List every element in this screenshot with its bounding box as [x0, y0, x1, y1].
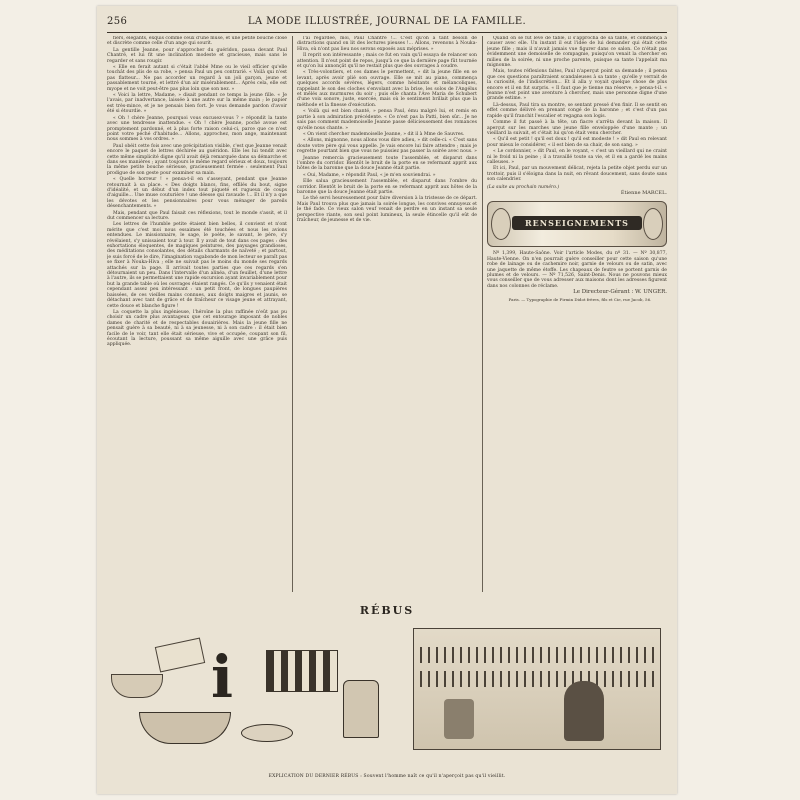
ornament-icon	[491, 208, 511, 240]
jug-icon	[343, 680, 379, 738]
rebus-illustration	[111, 620, 663, 770]
page-number: 256	[107, 16, 128, 27]
column-2	[297, 36, 477, 596]
paragraph: Le thé servi heureusement pour faire diversion à la tristesse de ce départ. Mais Paul trouva plus que jamais la soirée longue, les convives ennuyeux et le thé fade. Ce vieux salon veuf venait de perdre en un instant sa seule perspective riante, son seul point lumineux, la seule étincelle qu'il eût de fraîcheur, de jeunesse et de vie.	[297, 196, 477, 223]
paragraph: Les lettres de l'humble petite étaient bien belles, il convient et n'ont mérite que c'est moi nous essaimes été touchées et nous les avions entendues. Le missionnaire, le sage, le poète, le savant, le père, s'y révélaient, s'y unissaient tour à tour. Il y avait de tout dans ces pages : des exhortations éloquentes, de magiques peintures, des paysages grandioses, des méditations consolantes, des détails charmants de naïveté ; et partout, je suis forcé de le dire, l'imagination vagabonde de mon lecteur se paraît pas se fixer à Nouka-Hiva ; elle ne suivait pas le moins du monde ses regards attachés sur la page. Il arrivait toutes parties que ces regards s'en détournaient un peu. Dans l'intervalle d'un alinéa, d'un feuillet, d'une lettre à l'autre, ils se permettaient une rapide excursion ayant invariablement pour but la grande table où les ouvrages étaient rangés. Ce qu'ils y venaient était cependant assez peu intéressant : un petit front, de longues paupières baissées, de ces vieilles mains connues, aux doigts maigres et jaunis, se détachant avec tant de grâce et de fraîcheur ce visage jeune et attrayant, cette douce et blanche figure !	[107, 222, 287, 309]
paragraph: « Voilà qui est bien chanté, » pensa Paul, ému malgré lui, et remis en partie à son admiration précédente. « Ce n'est pas la Patti, bien sûr... Je ne sais pas comment mademoiselle Jeanne passe délicieusement des romances qu'elle nous chante. »	[297, 109, 477, 131]
newspaper-page	[97, 6, 677, 794]
paragraph: Quand on se fut levé de table, il s'approcha de sa tante, et commença à causer avec elle. Un instant il eut l'idée de lui demander qui était cette jeune fille ; mais il n'avait jamais vue figurer dans ce salon. Ce n'était pas évidemment une demoiselle de compagnie, puisqu'on venait la chercher en milieu de la soirée, ni une proche parente, puisque sa tante l'appelait ma mignonne.	[487, 36, 667, 69]
shelf-icon	[420, 671, 654, 687]
paragraph: Là-dessus, Paul tira sa montre, se sentant pressé d'en finir. Il se sentit en effet comme délivré en prenant congé de la baronne ; et c'est d'un pas rapide qu'il franchit l'escalier et regagna son logis.	[487, 102, 667, 119]
paragraph: l'ai regardée, moi, Paul Chantré !... C'est qu'on a tant besoin de distractions quand on lit des lectures pieuses !... Allons, revenons à Nouka-Hiva, où n'ont pas lieu nos serons exposés aux méprises. »	[297, 36, 477, 52]
renseignements-title: RENSEIGNEMENTS	[512, 216, 642, 230]
paragraph: Et ici, Paul, par un mouvement délicat, rejeta la petite objet perdu sur un trottoir, puis il s'éloigna dans la nuit, en rêvant doucement, sans doute sans son calendrier.	[487, 166, 667, 183]
paragraph: « Quelle horreur ! » pensa-t-il en s'asseyant, pendant que Jeanne retournait à sa place. « Des doigts blancs, fins, effilés du bout, signe d'idéalité, et un début d'un index tout piqueté et rugueux de coups d'aiguille... Une muse couturière ! une déesse qui ravaude !... Et il n'y a que les dévotes et les pensionnaires pour vous ménager de pareils désenchantements. »	[107, 177, 287, 210]
column-3	[487, 36, 667, 596]
director-line: Le Directeur-Gérant : W. UNGER.	[573, 289, 667, 296]
page-header	[107, 16, 667, 30]
letter-envelope-icon	[155, 638, 205, 673]
article-columns	[107, 36, 667, 596]
paragraph: La gentille Jeanne, pour s'approcher du guéridon, passa devant Paul Chantré, et lui fit une inclination modeste et gracieuse, mais sans le regarder et sans rougir.	[107, 47, 287, 64]
paragraph: « On vient chercher mademoiselle Jeanne, » dit il à Mme de Sauvres.	[303, 131, 465, 137]
basket-icon	[111, 674, 163, 698]
header-rule	[107, 32, 667, 33]
paragraph: « Oh ! chère Jeanne, pourquoi vous excusez-vous ? » répondit la tante avec une tendresse inattendue. « Oh ! chère Jeanne, poché avoue est promptement pardonné, et à plus forte raison celui-ci, parce que ce n'est point votre péché d'habitude... Allons, approchez, mon ange, maintenant nous sommes à vos ordres. »	[107, 115, 287, 143]
paragraph: « Qu'il est petit ! qu'il est doux ! qu'il est modeste ! » dit Paul en relevant pour mieux le considérer, « il est bien de sa chair, de son sang. »	[487, 137, 667, 148]
person-figure-icon	[564, 681, 604, 741]
paragraph: « Oui, Madame, » répondit Paul, « je m'en souviendrai. »	[303, 172, 436, 178]
paragraph: La coquette la plus ingénieuse, l'héroïne la plus raffinée n'eût pas pu choisir un cadre plus avantageux que cet entourage imposant de nobles dames de charité et de respectables douairières. Mais la jeune fille ne pensait guère à sa beauté, ni à sa jeunesse, ni à son cadre : il était bien facile de le voir, tant elle était sérieuse, vive et occupée, coupant son fil, écoutant la lecture, poussant sa même aiguille avec une grâce puis appliquée.	[107, 309, 287, 348]
paragraph: Jeanne remercia gracieusement toute l'assemblée, et disparut dans l'ombre du corridor. Bientôt le bruit de la porte en se refermant apprit aux hôtes de la baronne que la douce Jeanne était partie.	[297, 155, 477, 172]
jar-icon	[444, 699, 474, 739]
printer-line: Paris. — Typographie de Firmin Didot frères, fils et Cie, rue Jacob, 56.	[508, 296, 652, 302]
paragraph: Mais, toutes réflexions faites, Paul n'aperçut point sa demande ; il pensa que ces questions paraîtraient scandaleuses à sa tante ; qu'elle y verrait de la curiosité, de l'indiscrétion... Et il alla y voyait quelque chose de plus encore et il en fut surpris. « Il faut que je tienne ma réserve, » pensa-t-il. « Jeanne n'est point une aventure à chercher, mais une personne digne d'une grande estime. »	[487, 69, 667, 102]
paragraph: « Allons, mignonne, nous allons vous dire adieu, » dit celle-ci. « C'est sans doute votre père qui vous appelle. Je vais encore lui faire attendre ; mais je regrette pourtant bien que vous ne puissiez pas passer la soirée avec nous. »	[297, 138, 477, 155]
ornament-icon	[643, 208, 663, 240]
shelf-icon	[420, 647, 654, 663]
shop-scene-illustration	[413, 628, 661, 750]
paragraph: Comme il fut passé à la tête, un fiacre s'arrêta devant la maison. Il aperçut sur les marches une jeune fille enveloppée d'une mante ; un vieillard la suivait, et c'était lui qu'on était venu chercher.	[487, 120, 667, 136]
checkerboard-icon	[266, 650, 338, 692]
author-signature: Étienne MARCEL.	[620, 189, 667, 196]
paragraph: « Très-volontiers, et ces dames le permettent, » dit la jeune fille en se levant, après avoir plié son ouvrage. Elle se mit au piano, commença quelques accords sévères, légers, comme hésitants et mélancoliques, rappelant le son des cloches s'envolant avec la brise, les solos de l'Angélus et mêlés aux murmures du soir ; puis elle chanta l'Ave Maria de Schubert d'une voix sonore, juste, exercée, mais où le sentiment brillait plus que la méthode et la finesse d'exécution.	[297, 70, 477, 108]
column-3-text	[487, 36, 667, 183]
paragraph: « Elle en ferait autant si c'était l'abbé Mme ou le vieil officier qu'elle touchât des plis de sa robe, » pensa Paul un peu contrarié. « Voilà qui n'est pas flatteur... Ne pas accorder un regard à un joli garçon, jeune et passablement tourné, et lettré d'un air misérablement... Après cela, elle est myope et ne voit peut-être pas plus loin que son nez. »	[107, 65, 287, 92]
paragraph: Paul obéit cette fois avec une précipitation visible, c'est que Jeanne venait encore le paquet de lettres déchirée au guéridon. Elle les lui tendit avec cette même simplicité digne qu'il avait déjà remarquée dans sa démarche et dans ses manières ; ayant toujours le même regard sérieux et doux, toujours la même petite bouche sérieuse, gracieusement fermée : seulement Paul prodigue de son geste pour examiner sa main.	[107, 143, 287, 176]
paragraph: fiers, élégants, exquis comme ceux d'une muse, et une petite bouche close et discrète comme celle d'un ange qui sourit.	[107, 36, 287, 47]
column-1	[107, 36, 287, 596]
renseignements-text: Nº 1,399, Haute-Saône. Voir l'article Modes, du nº 31. — Nº 30,877, Haute-Vienne. On n'en pourrait guère conseiller pour cette saison qu'une robe de lainage ou de cachemire noir, garnie de velours ou de satin, avec une jaquette de même étoffe. Les chapeaux de feutre se portent garnis de plumes et de velours. — Nº 71,526, Saint-Denis. Nous ne pouvons mieux vous conseiller que de vous adresser aux maisons dont les adresses figurent dans nos colonnes de réclame.	[487, 251, 667, 289]
renseignements-banner	[487, 201, 667, 247]
continuation-note: (La suite au prochain numéro.)	[487, 184, 560, 190]
paragraph: Mais, pendant que Paul faisait ces réflexions, tout le monde s'assit, et il dut commencer sa lecture.	[107, 210, 287, 221]
paragraph: Il reprit son intéressante ; mais ce fut en vain qu'il essaya de relancer son attention. Il n'eut point de repos, jusqu'à ce que la dernière page fût tournée et qu'on lui annonçât qu'il ne restait plus que des ouvrages à coudre.	[297, 53, 477, 70]
rebus-letter: i	[211, 643, 234, 711]
paragraph: « Voici la lettre, Madame, » disait pendant ce temps la jeune fille. « Je l'avais, par inadvertance, laissée à une autre sur la même main ; le papier est très-mince, et je ne pensais bien fort. Je vous demande pardon d'avoir été si étourdie. »	[107, 93, 287, 115]
bowl-icon	[139, 712, 231, 744]
paragraph: « Le cordonnier, » dit Paul, en le voyant, « c'est un vieillard qui ne craint ni le froid ni la peine ; il a travaillé toute sa vie, et il en a gardé les mains calleuses. »	[487, 149, 667, 165]
journal-title: LA MODE ILLUSTRÉE, JOURNAL DE LA FAMILLE.	[247, 16, 527, 27]
rebus-caption: EXPLICATION DU DERNIER RÉBUS : Souvent l'homme naît ce qu'il n'aperçoit pas qu'il vieillit.	[268, 774, 506, 779]
paragraph: Elle salua gracieusement l'assemblée, et disparut dans l'ombre du corridor. Bientôt le bruit de la porte en se refermant apprit aux hôtes de la baronne que la douce Jeanne était partie.	[297, 179, 477, 195]
dish-icon	[241, 724, 293, 742]
rebus-title: RÉBUS	[359, 604, 415, 617]
